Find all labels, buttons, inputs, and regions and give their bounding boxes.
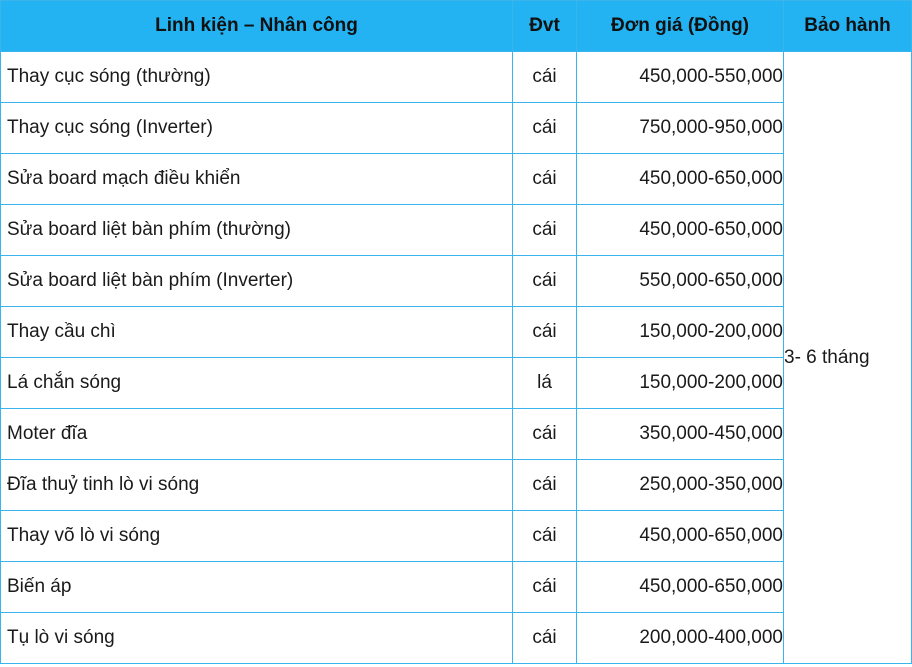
table-row [1, 256, 912, 307]
row-unit-cell: cái [513, 205, 577, 256]
table-row [1, 307, 912, 358]
row-item-cell: Tụ lò vi sóng [1, 613, 513, 664]
row-unit-cell: cái [513, 460, 577, 511]
row-unit-cell: cái [513, 52, 577, 103]
row-price-cell: 450,000-650,000 [577, 511, 784, 562]
row-price-cell: 350,000-450,000 [577, 409, 784, 460]
row-unit-cell: cái [513, 511, 577, 562]
row-unit-cell: cái [513, 409, 577, 460]
row-item-cell: Sửa board mạch điều khiển [1, 154, 513, 205]
table-row [1, 409, 912, 460]
header-warranty: Bảo hành [784, 1, 912, 52]
row-unit-cell: cái [513, 154, 577, 205]
row-price-cell: 450,000-650,000 [577, 154, 784, 205]
row-price-cell: 150,000-200,000 [577, 307, 784, 358]
row-price-cell: 550,000-650,000 [577, 256, 784, 307]
row-unit-cell: cái [513, 256, 577, 307]
row-unit-cell: cái [513, 103, 577, 154]
table-row [1, 154, 912, 205]
table-row [1, 460, 912, 511]
row-price-cell: 250,000-350,000 [577, 460, 784, 511]
row-item-cell: Thay cục sóng (Inverter) [1, 103, 513, 154]
table-row [1, 511, 912, 562]
table-row [1, 613, 912, 664]
table-body [1, 52, 912, 664]
row-price-cell: 450,000-650,000 [577, 205, 784, 256]
row-item-cell: Thay cầu chì [1, 307, 513, 358]
row-item-cell: Biến áp [1, 562, 513, 613]
table-row [1, 103, 912, 154]
row-price-cell: 450,000-550,000 [577, 52, 784, 103]
row-price-cell: 150,000-200,000 [577, 358, 784, 409]
table-row [1, 562, 912, 613]
row-item-cell: Lá chắn sóng [1, 358, 513, 409]
header-price: Đơn giá (Đồng) [577, 1, 784, 52]
row-unit-cell: cái [513, 562, 577, 613]
row-item-cell: Moter đĩa [1, 409, 513, 460]
table-row [1, 52, 912, 103]
header-unit: Đvt [513, 1, 577, 52]
header-row [1, 1, 912, 52]
header-item: Linh kiện – Nhân công [1, 1, 513, 52]
warranty-cell: 3- 6 tháng [784, 52, 912, 664]
row-unit-cell: cái [513, 307, 577, 358]
row-item-cell: Thay cục sóng (thường) [1, 52, 513, 103]
row-unit-cell: cái [513, 613, 577, 664]
row-price-cell: 450,000-650,000 [577, 562, 784, 613]
row-unit-cell: lá [513, 358, 577, 409]
row-item-cell: Thay võ lò vi sóng [1, 511, 513, 562]
row-item-cell: Sửa board liệt bàn phím (Inverter) [1, 256, 513, 307]
row-item-cell: Sửa board liệt bàn phím (thường) [1, 205, 513, 256]
table-row [1, 205, 912, 256]
table-row [1, 358, 912, 409]
row-item-cell: Đĩa thuỷ tinh lò vi sóng [1, 460, 513, 511]
row-price-cell: 200,000-400,000 [577, 613, 784, 664]
row-price-cell: 750,000-950,000 [577, 103, 784, 154]
